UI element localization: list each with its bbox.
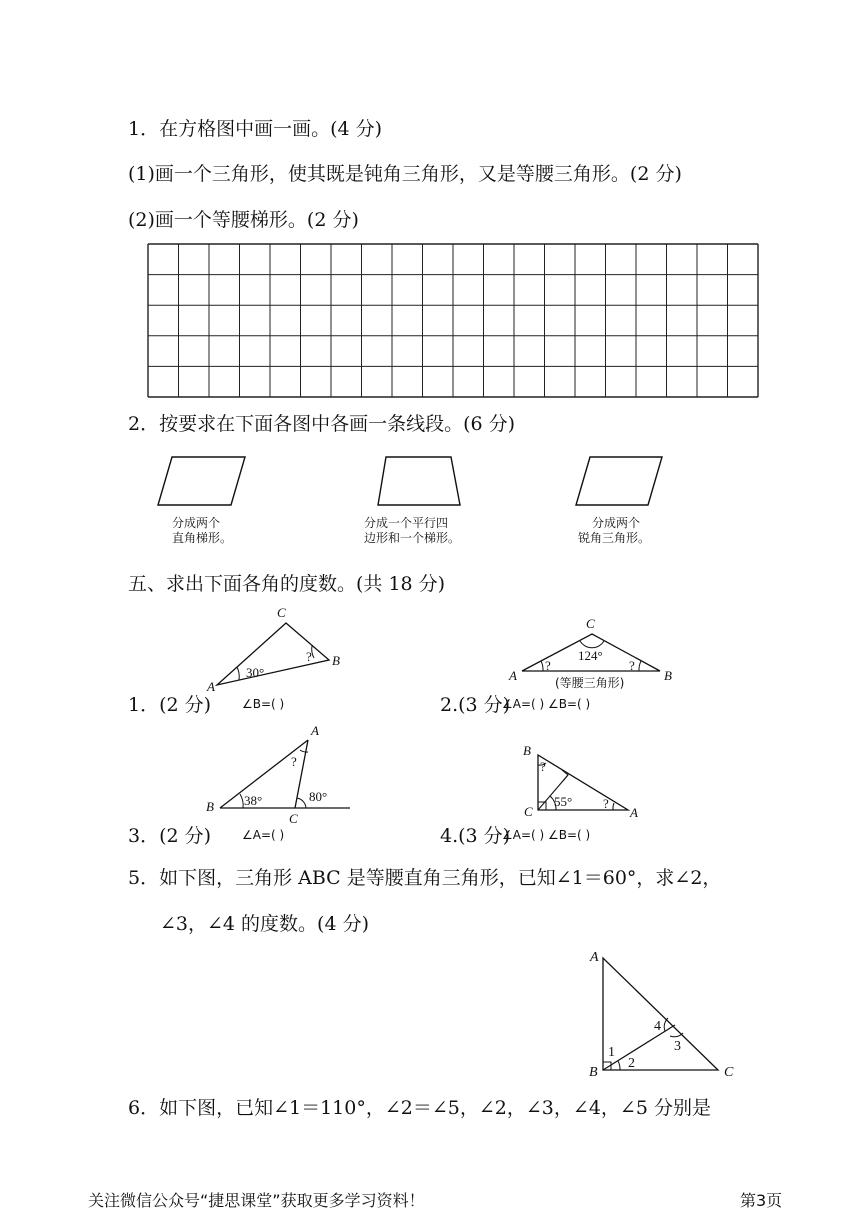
f1-angle-a: 30° [246, 665, 265, 680]
section-5-title: 五、求出下面各角的度数。(共 18 分) [128, 573, 446, 595]
f1-label-a: A [207, 679, 215, 694]
q1-title: 1．在方格图中画一画。(4 分) [128, 118, 383, 140]
caption-shape-3: 分成两个 锐角三角形。 [578, 516, 651, 545]
problem-3-answer[interactable]: ∠A=( ) [242, 828, 285, 842]
f2-isosceles-note: (等腰三角形) [555, 676, 625, 690]
problem-4-label: 4.(3 分) [440, 825, 511, 847]
f1-angle-b-unknown: ? [306, 649, 312, 664]
f5-label-a: A [590, 950, 599, 965]
f2-label-a: A [509, 668, 517, 683]
caption-shape-1: 分成两个 直角梯形。 [172, 516, 233, 545]
f2-angle-c: 124° [578, 648, 603, 663]
problem-4-answer[interactable]: ∠A=( ) ∠B=( ) [502, 828, 591, 842]
caption-shape-2: 分成一个平行四 边形和一个梯形。 [364, 516, 461, 545]
footer-promo: 关注微信公众号“捷思课堂”获取更多学习资料！ [88, 1191, 425, 1210]
f3-angle-a-unknown: ? [291, 754, 297, 769]
f5-label-c: C [724, 1065, 734, 1080]
f4-angle-b-unknown: ? [540, 759, 546, 774]
problem-3-label: 3．(2 分) [128, 825, 212, 847]
f5-label-b: B [589, 1065, 598, 1080]
problem-1-answer[interactable]: ∠B=( ) [242, 697, 285, 711]
f3-angle-c-exterior: 80° [309, 789, 328, 804]
f4-label-a: A [630, 805, 638, 820]
f2-label-b: B [664, 668, 672, 683]
f2-angle-a-unknown: ? [545, 658, 551, 673]
f4-angle-a-unknown: ? [603, 796, 609, 811]
q1-part2: (2)画一个等腰梯形。(2 分) [128, 209, 359, 231]
f4-label-b: B [523, 743, 531, 758]
f4-angle-c: 55° [554, 794, 573, 809]
f4-label-c: C [524, 804, 533, 819]
f5-angle-1: 1 [608, 1045, 615, 1060]
q5-line1: 5．如下图，三角形 ABC 是等腰直角三角形，已知∠1＝60°，求∠2， [128, 867, 722, 889]
f3-label-b: B [206, 799, 214, 814]
q5-line2: ∠3，∠4 的度数。(4 分) [160, 913, 370, 935]
f5-angle-4: 4 [654, 1019, 661, 1034]
f1-label-c: C [277, 605, 286, 620]
problem-2-answer[interactable]: ∠A=( ) ∠B=( ) [502, 697, 591, 711]
q2-title: 2．按要求在下面各图中各画一条线段。(6 分) [128, 413, 516, 435]
q6-line1: 6．如下图，已知∠1＝110°，∠2＝∠5，∠2，∠3，∠4，∠5 分别是 [128, 1097, 711, 1119]
problem-2-label: 2.(3 分) [440, 694, 511, 716]
f1-label-b: B [332, 653, 340, 668]
f5-angle-3: 3 [674, 1039, 681, 1054]
f3-angle-b: 38° [244, 793, 263, 808]
f3-label-a: A [311, 723, 319, 738]
footer-page-number: 第3页 [740, 1191, 783, 1210]
f5-angle-2: 2 [628, 1056, 635, 1071]
f2-angle-b-unknown: ? [629, 658, 635, 673]
f3-label-c: C [289, 811, 298, 826]
f2-label-c: C [586, 616, 595, 631]
problem-1-label: 1．(2 分) [128, 694, 212, 716]
q1-part1: (1)画一个三角形，使其既是钝角三角形，又是等腰三角形。(2 分) [128, 163, 682, 185]
